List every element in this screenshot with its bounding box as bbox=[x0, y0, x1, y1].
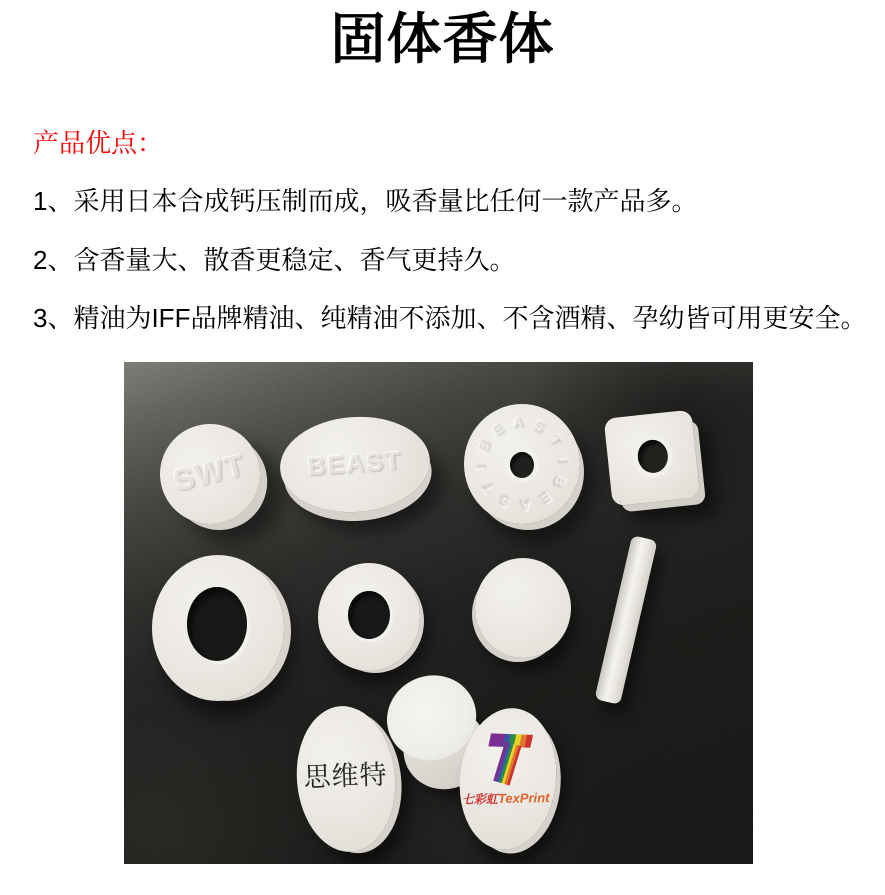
section-heading: 产品优点： bbox=[33, 127, 164, 158]
ring-disc-letter: T bbox=[547, 431, 566, 448]
ring-disc-hole bbox=[510, 452, 534, 478]
ring-disc-letter: B bbox=[550, 473, 570, 490]
texprint-brand-line bbox=[462, 789, 550, 809]
tablet-stick bbox=[594, 535, 657, 705]
tablet-square-block bbox=[604, 410, 701, 507]
ring-disc-letter: A bbox=[519, 497, 532, 515]
ring-disc-letter: B bbox=[474, 438, 494, 455]
square-block-hole bbox=[636, 438, 669, 474]
large-ring-hole bbox=[187, 587, 247, 661]
bullet-3: 3、精油为IFF品牌精油、纯精油不添加、不含酒精、孕幼皆可用更安全。 bbox=[33, 302, 867, 333]
ring-disc-letter: A bbox=[512, 413, 525, 431]
ring-disc-letter: S bbox=[496, 492, 512, 512]
siweite-printed-label: 思维特 bbox=[303, 759, 389, 793]
small-ring-hole bbox=[348, 591, 390, 639]
product-photo bbox=[124, 362, 753, 864]
tablet-beast-oval bbox=[277, 412, 433, 517]
tablet-plain-disc bbox=[475, 558, 571, 658]
ring-disc-letter: S bbox=[532, 416, 548, 436]
beast-embossed-label: BEAST bbox=[306, 446, 404, 482]
ring-disc-letter: I bbox=[555, 457, 572, 463]
page-title: 固体香体 bbox=[330, 8, 555, 70]
bullet-1: 1、采用日本合成钙压制而成，吸香量比任何一款产品多。 bbox=[33, 185, 698, 216]
swt-embossed-label: SWT bbox=[170, 448, 250, 499]
rainbow-seven-logo-icon bbox=[486, 733, 534, 787]
brand-cn-text: 七彩虹 bbox=[462, 791, 499, 807]
tablet-swt bbox=[149, 413, 270, 534]
tablet-large-ring bbox=[152, 555, 284, 701]
product-page bbox=[0, 4, 885, 864]
bullet-2: 2、含香量大、散香更稳定、香气更持久。 bbox=[33, 244, 516, 275]
brand-en-text: TexPrint bbox=[498, 790, 550, 806]
ring-disc-letter: I bbox=[472, 464, 489, 471]
tablet-ring-disc bbox=[464, 404, 580, 524]
ring-disc-letter: T bbox=[478, 479, 497, 497]
tablet-small-ring bbox=[318, 563, 420, 671]
ring-disc-letter: E bbox=[489, 420, 507, 439]
ring-disc-letter: E bbox=[537, 489, 555, 508]
